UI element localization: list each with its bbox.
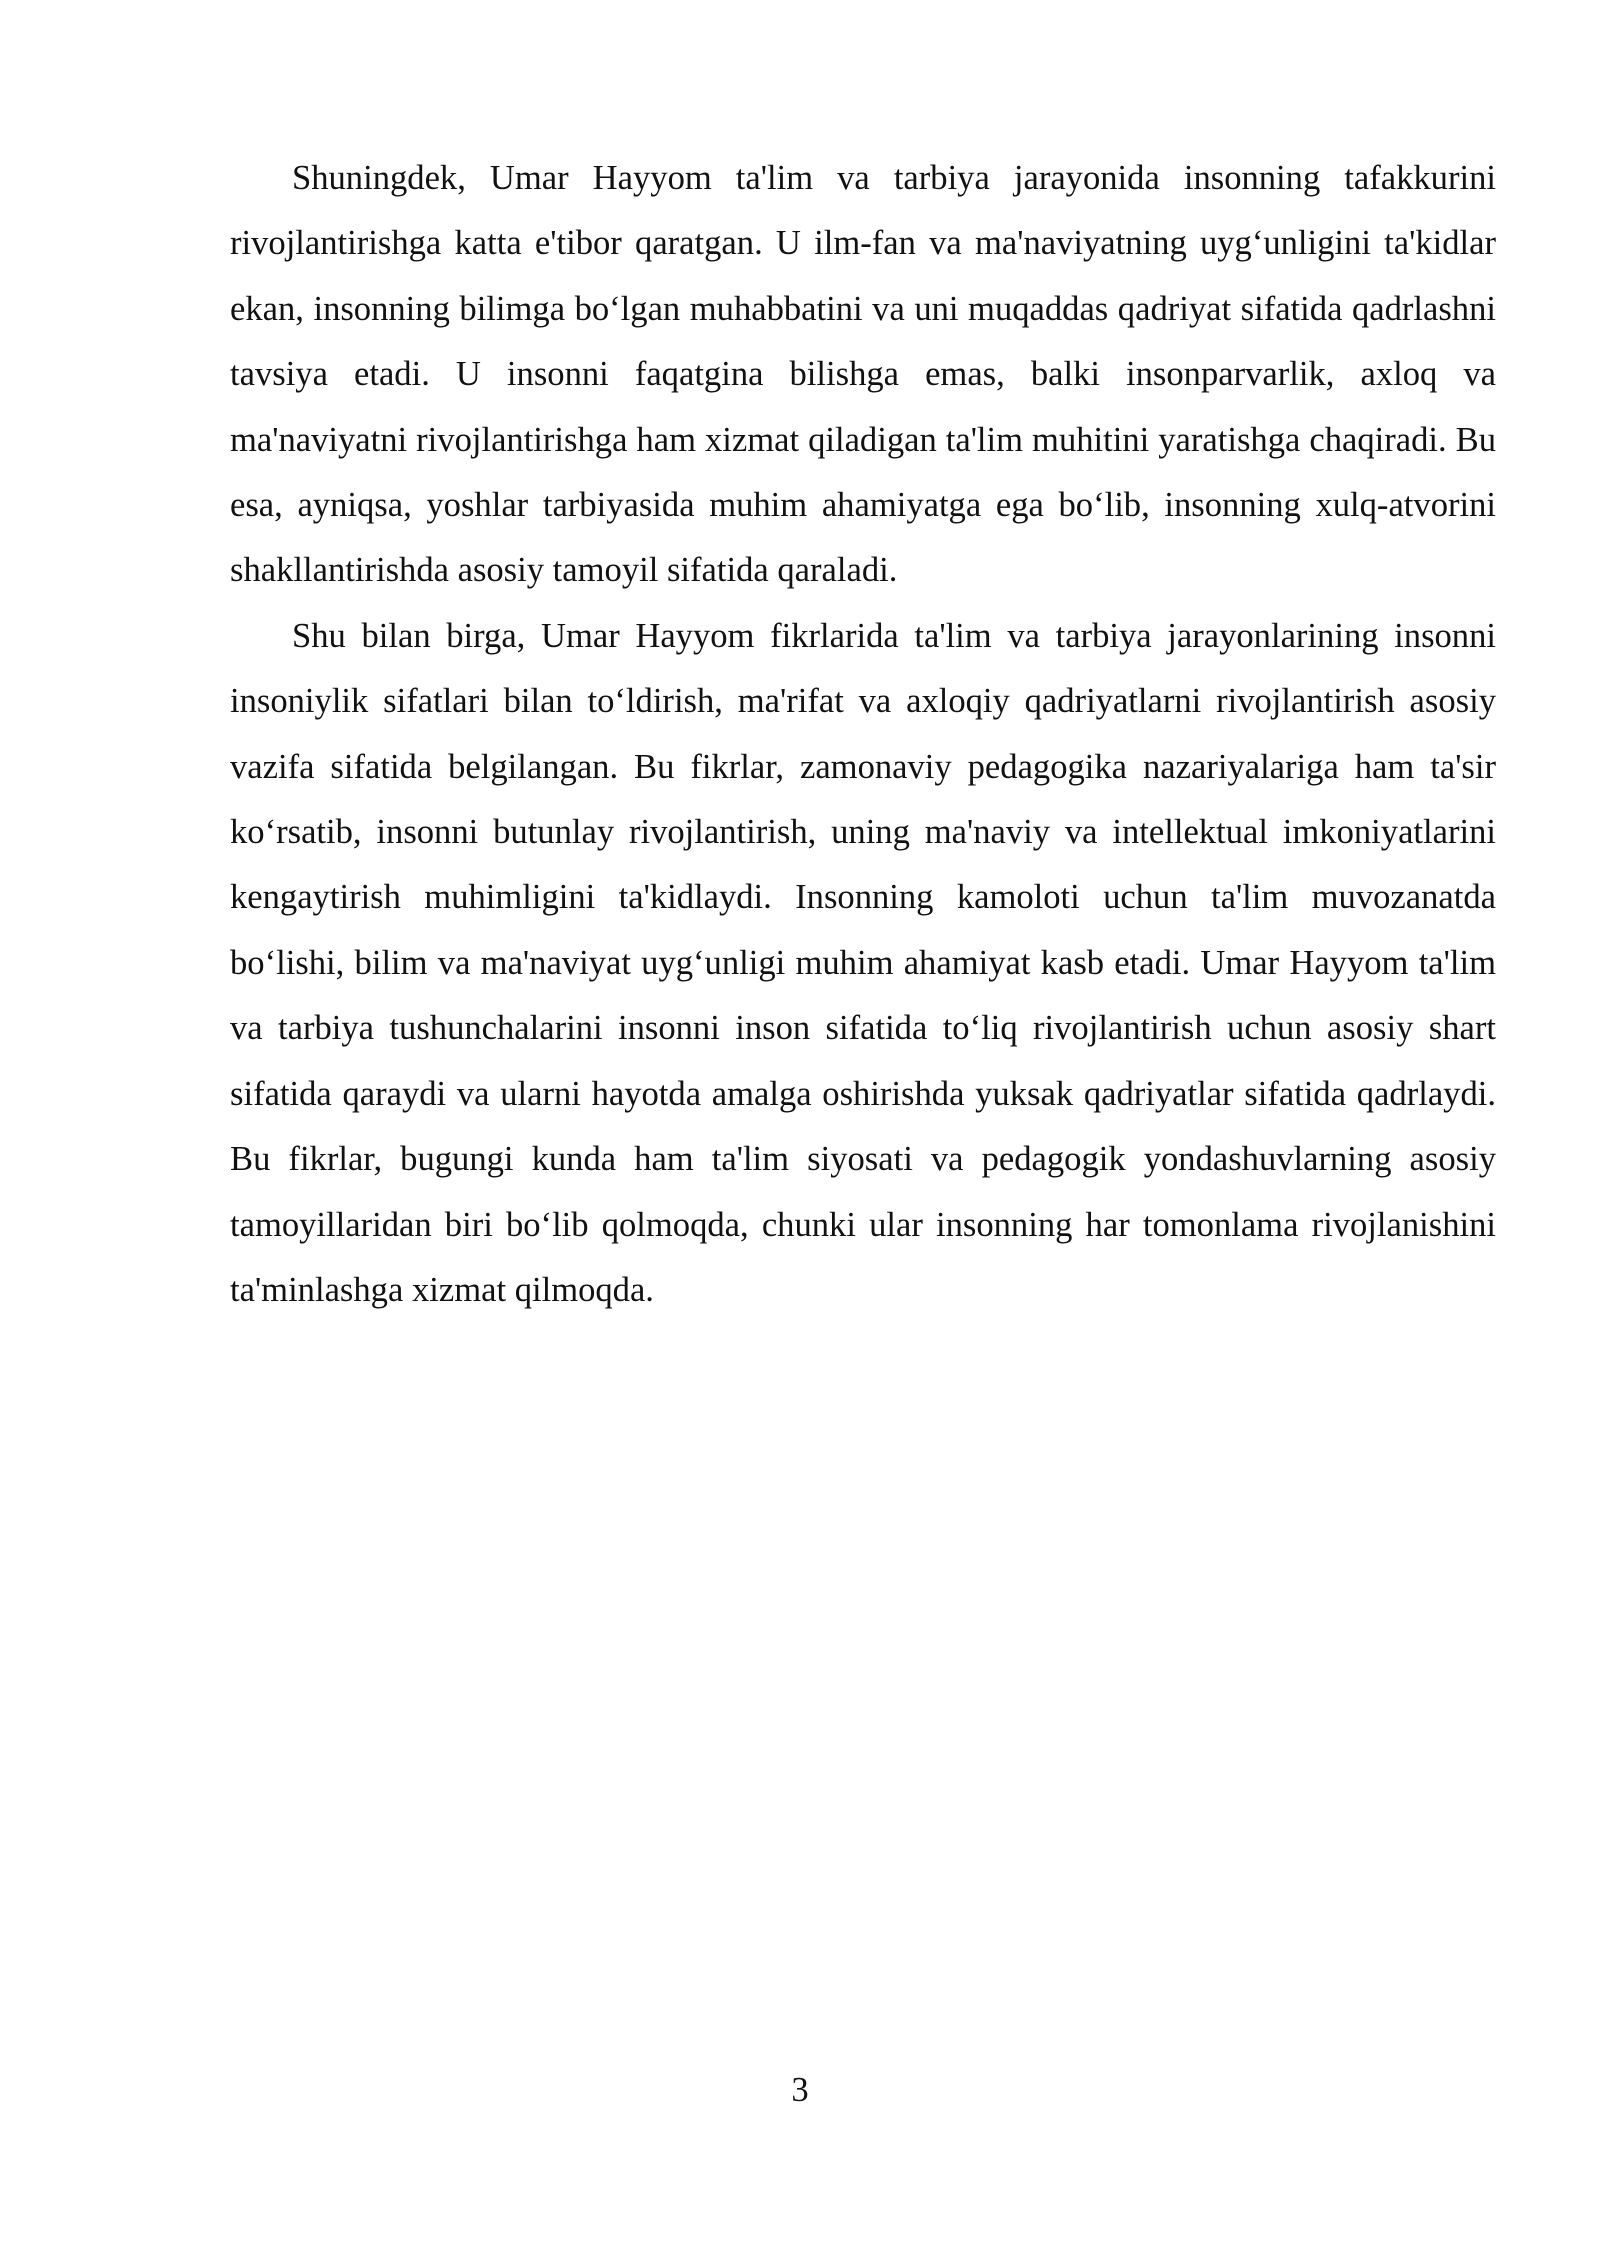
- page-number: 3: [791, 2071, 809, 2109]
- paragraph-2: Shu bilan birga, Umar Hayyom fikrlarida ta'lim va tarbiya jarayonlarining insonni insoniylik sifatlari bilan to‘ldirish, ma'rifat va axloqiy qadriyatlarni rivojlantirish asosiy vazifa sifatida belgilangan. Bu fikrlar, zamonaviy pedagogika nazariyalariga ham ta'sir ko‘rsatib, insonni butunlay rivojlantirish, uning ma'naviy va intellektual imkoniyatlarini kengaytirish muhimligini ta'kidlaydi. Insonning kamoloti uchun ta'lim muvozanatda bo‘lishi, bilim va ma'naviyat uyg‘unligi muhim ahamiyat kasb etadi. Umar Hayyom ta'lim va tarbiya tushunchalarini insonni inson sifatida to‘liq rivojlantirish uchun asosiy shart sifatida qaraydi va ularni hayotda amalga oshirishda yuksak qadriyatlar sifatida qadrlaydi. Bu fikrlar, bugungi kunda ham ta'lim siyosati va pedagogik yondashuvlarning asosiy tamoyillaridan biri bo‘lib qolmoqda, chunki ular insonning har tomonlama rivojlanishini ta'minlashga xizmat qilmoqda.: [230, 616, 1496, 1309]
- document-body: [230, 146, 1496, 1323]
- paragraph-1: Shuningdek, Umar Hayyom ta'lim va tarbiya jarayonida insonning tafakkurini rivojlantirishga katta e'tibor qaratgan. U ilm-fan va ma'naviyatning uyg‘unligini ta'kidlar ekan, insonning bilimga bo‘lgan muhabbatini va uni muqaddas qadriyat sifatida qadrlashni tavsiya etadi. U insonni faqatgina bilishga emas, balki insonparvarlik, axloq va ma'naviyatni rivojlantirishga ham xizmat qiladigan ta'lim muhitini yaratishga chaqiradi. Bu esa, ayniqsa, yoshlar tarbiyasida muhim ahamiyatga ega bo‘lib, insonning xulq-atvorini shakllantirishda asosiy tamoyil sifatida qaraladi.: [230, 159, 1496, 590]
